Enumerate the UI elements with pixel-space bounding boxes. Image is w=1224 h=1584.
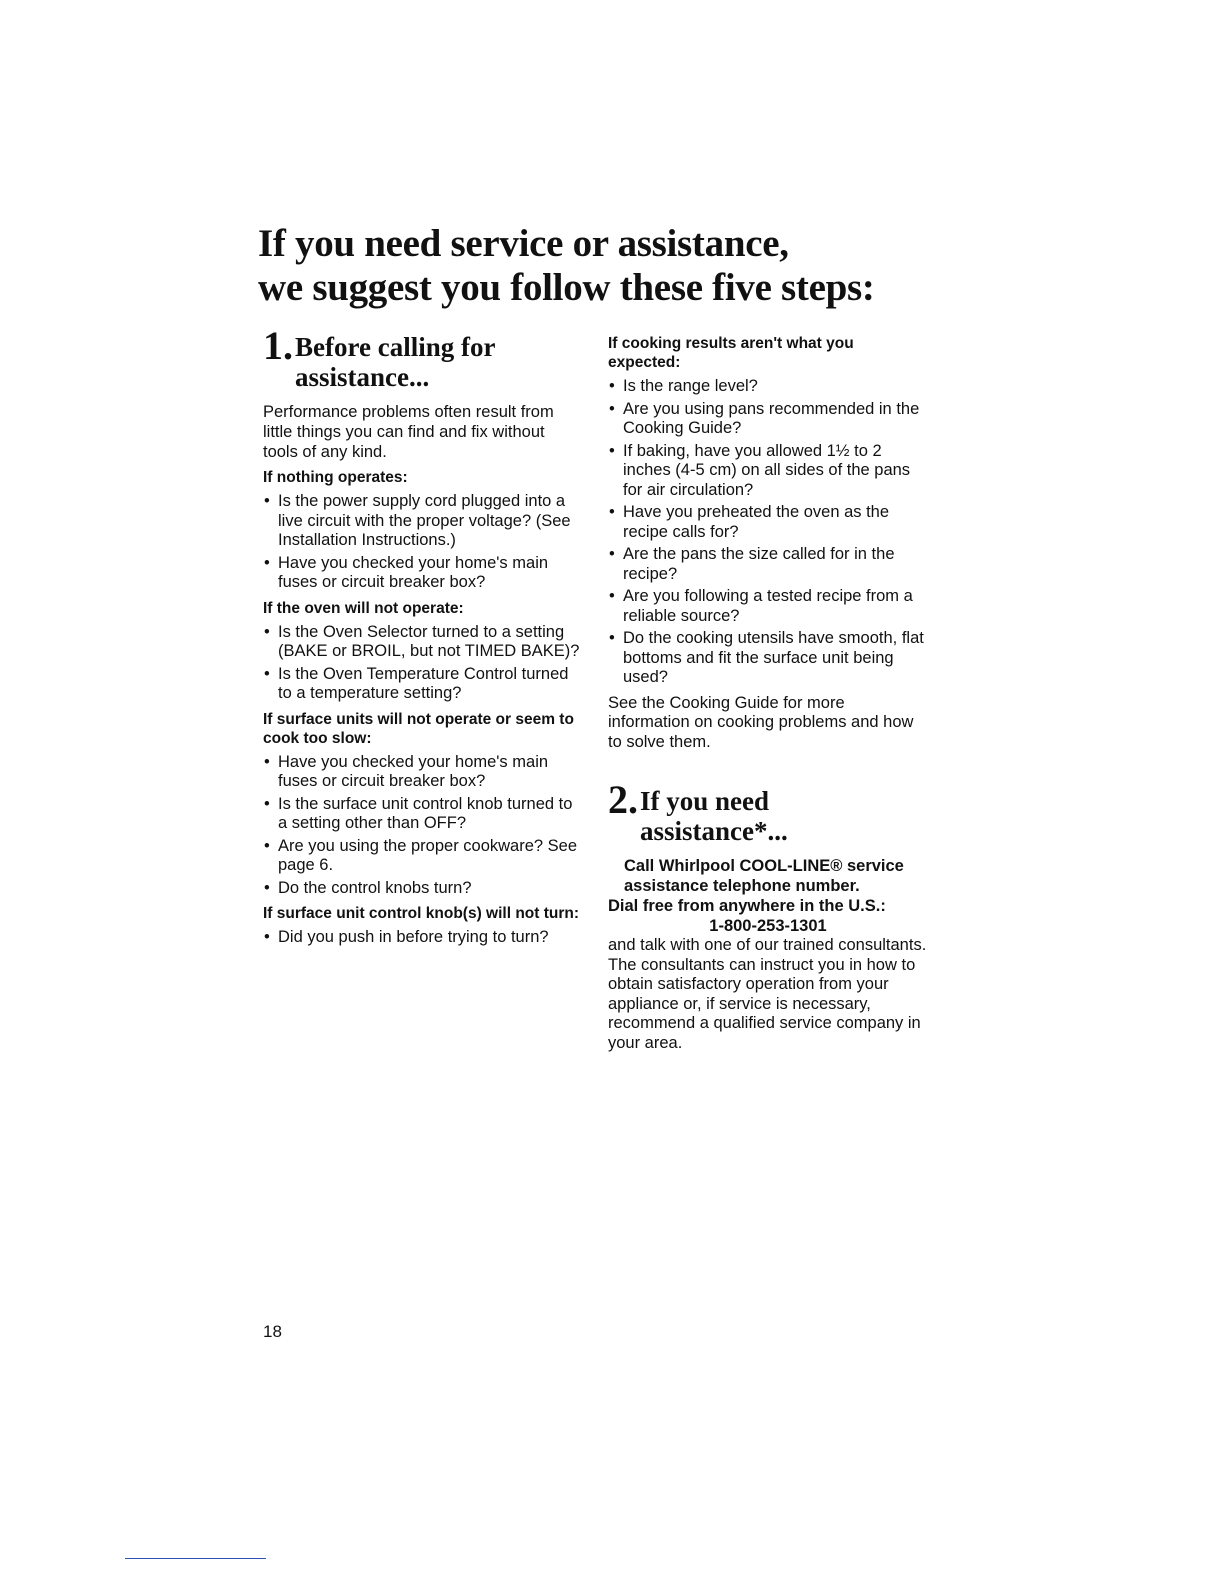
section-heading: If cooking results aren't what you expected: (608, 335, 854, 371)
checklist-item: • Do the control knobs turn? (263, 879, 581, 899)
title-line-1: If you need service or assistance, (258, 222, 789, 265)
checklist-item: • Have you checked your home's main fuses or circuit breaker box? (263, 753, 581, 792)
checklist-item: • Did you push in before trying to turn? (263, 928, 581, 948)
step-1-title: Before calling for assistance... (295, 332, 496, 392)
step-1-closing: See the Cooking Guide for more information on cooking problems and how to solve them. (608, 693, 914, 751)
checklist (608, 377, 928, 688)
section-heading: If surface units will not operate or seem to cook too slow: (263, 710, 574, 747)
page-title (258, 222, 978, 310)
title-line-2: we suggest you follow these five steps: (258, 266, 875, 309)
checklist-item: • Is the Oven Temperature Control turned to a temperature setting? (263, 665, 581, 704)
section-heading: If nothing operates: (263, 469, 408, 486)
checklist (263, 492, 581, 593)
checklist (263, 623, 581, 704)
step-2-title: If you need assistance*... (640, 786, 788, 846)
step-1-intro: Performance problems often result from little things you can find and fix without tools of any kind. (263, 403, 554, 461)
callout-line-2: Dial free from anywhere in the U.S.: (608, 897, 886, 915)
checklist-item: • Are you using pans recommended in the Cooking Guide? (608, 400, 928, 439)
footer-rule (125, 1558, 266, 1559)
page-number: 18 (263, 1322, 282, 1341)
checklist-item: • Have you checked your home's main fuses or circuit breaker box? (263, 554, 581, 593)
step-2-body: and talk with one of our trained consultants. The consultants can instruct you in how to obtain satisfactory operation from your appliance or, if service is necessary, recommend a qualified service company in your area. (608, 936, 927, 1052)
right-column (608, 334, 928, 1053)
step-2-number: 2. (608, 777, 638, 822)
checklist-item: • Are you following a tested recipe from a reliable source? (608, 587, 928, 626)
checklist-item: • Is the Oven Selector turned to a setting (BAKE or BROIL, but not TIMED BAKE)? (263, 623, 581, 662)
cool-line-callout (608, 856, 928, 916)
section-heading: If the oven will not operate: (263, 599, 464, 617)
checklist-item: • Is the surface unit control knob turned to a setting other than OFF? (263, 795, 581, 834)
checklist-item: • Do the cooking utensils have smooth, flat bottoms and fit the surface unit being used? (608, 629, 928, 688)
checklist-item: • Are you using the proper cookware? See page 6. (263, 837, 581, 876)
checklist-item: • Have you preheated the oven as the recipe calls for? (608, 503, 928, 542)
checklist (263, 753, 581, 899)
left-column (263, 323, 581, 951)
checklist (263, 928, 581, 948)
step-2-heading (608, 777, 928, 846)
step-1-heading (263, 323, 581, 392)
checklist-item: • Are the pans the size called for in the recipe? (608, 545, 928, 584)
phone-number: 1-800-253-1301 (709, 917, 827, 935)
callout-line-1: Call Whirlpool COOL-LINE® service assistance telephone number. (624, 857, 904, 895)
section-heading: If surface unit control knob(s) will not turn: (263, 905, 580, 922)
step-1-number: 1. (263, 323, 293, 368)
checklist-item: • Is the range level? (608, 377, 928, 397)
checklist-item: • If baking, have you allowed 1½ to 2 inches (4-5 cm) on all sides of the pans for air circulation? (608, 442, 928, 501)
checklist-item: • Is the power supply cord plugged into a live circuit with the proper voltage? (See Installation Instructions.) (263, 492, 581, 551)
